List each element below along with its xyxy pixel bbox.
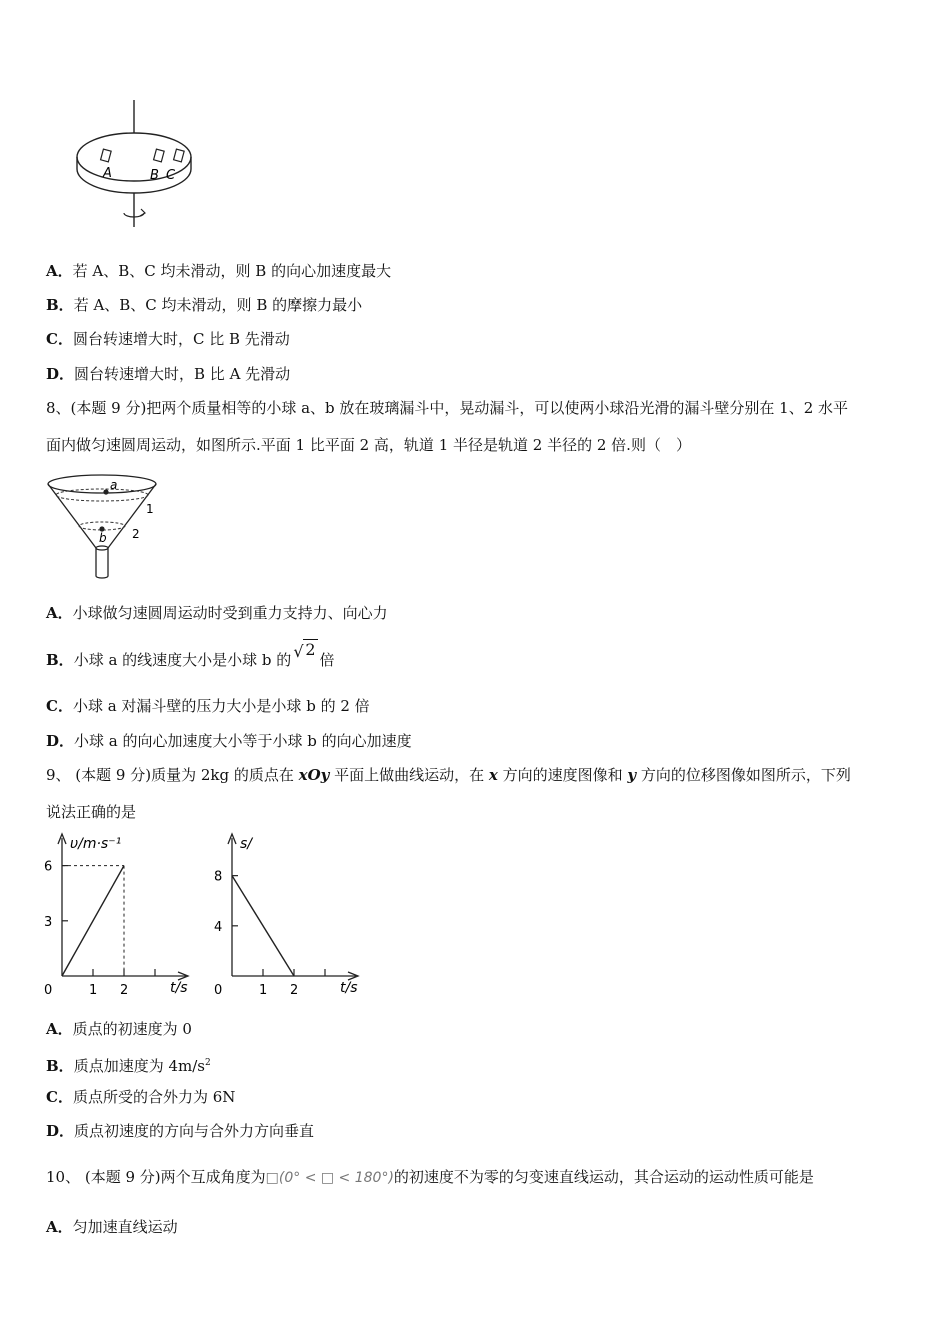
s-ytick-label: 8 bbox=[214, 869, 223, 885]
displacement-time-chart bbox=[210, 828, 370, 1000]
funnel-label-a: a bbox=[110, 478, 118, 492]
s-ytick-label: 4 bbox=[214, 919, 223, 935]
q7-option-d[interactable]: D．圆台转速增大时，B 比 A 先滑动 bbox=[46, 365, 291, 383]
funnel-figure bbox=[44, 470, 174, 582]
label-b: B bbox=[150, 168, 159, 183]
v-xtick-label: 2 bbox=[120, 983, 129, 998]
q8-option-c[interactable]: C．小球 a 对漏斗壁的压力大小是小球 b 的 2 倍 bbox=[46, 697, 370, 715]
q9-option-a[interactable]: A．质点的初速度为 0 bbox=[46, 1020, 192, 1038]
velocity-time-chart bbox=[40, 828, 200, 1000]
v-xtick-label: 0 bbox=[44, 983, 53, 998]
s-xlabel: t/s bbox=[340, 980, 358, 996]
label-c: C bbox=[166, 168, 176, 183]
q8-option-b[interactable]: B．小球 a 的线速度大小是小球 b 的 √ 2倍 bbox=[46, 640, 335, 669]
s-series-line bbox=[232, 876, 294, 976]
v-ylabel: υ/m·s⁻¹ bbox=[70, 836, 122, 852]
q10-option-a[interactable]: A．匀加速直线运动 bbox=[46, 1218, 178, 1236]
s-xtick-label: 2 bbox=[290, 983, 299, 998]
funnel-label-1: 1 bbox=[146, 502, 154, 516]
q9-stem-line1: 9、 (本题 9 分)质量为 2kg 的质点在 xOy 平面上做曲线运动，在 x 方向的速度图像和 y 方向的位移图像如图所示，下列 bbox=[46, 766, 851, 784]
q8-option-a[interactable]: A．小球做匀速圆周运动时受到重力支持力、向心力 bbox=[46, 604, 388, 622]
v-xtick-label: 1 bbox=[89, 983, 98, 998]
q7-option-a[interactable]: A．若 A、B、C 均未滑动，则 B 的向心加速度最大 bbox=[46, 262, 392, 280]
q8-stem-line2: 面内做匀速圆周运动，如图所示.平面 1 比平面 2 高，轨道 1 半径是轨道 2 半径的 2 倍.则（ ） bbox=[46, 436, 691, 454]
q9-option-d[interactable]: D．质点初速度的方向与合外力方向垂直 bbox=[46, 1122, 315, 1140]
v-xlabel: t/s bbox=[170, 980, 188, 996]
v-series-line bbox=[62, 866, 124, 976]
q10-stem: 10、 (本题 9 分)两个互成角度为□(0° < □ < 180°)的初速度不为零的匀变速直线运动，其合运动的运动性质可能是 bbox=[46, 1168, 814, 1186]
sqrt-2: √ 2 bbox=[293, 640, 316, 661]
q9-option-c[interactable]: C．质点所受的合外力为 6N bbox=[46, 1088, 236, 1106]
q8-option-d[interactable]: D．小球 a 的向心加速度大小等于小球 b 的向心加速度 bbox=[46, 732, 412, 750]
q9-stem-line2: 说法正确的是 bbox=[46, 803, 137, 821]
ball-a-icon bbox=[103, 489, 108, 494]
s-xtick-label: 1 bbox=[259, 983, 268, 998]
v-ytick-label: 3 bbox=[44, 914, 53, 930]
label-a: A bbox=[103, 166, 112, 181]
turntable-figure bbox=[40, 95, 210, 235]
q9-option-b[interactable]: B．质点加速度为 $4m/s^2$ bbox=[46, 1057, 211, 1075]
s-xtick-label: 0 bbox=[214, 983, 223, 998]
q8-stem-line1: 8、(本题 9 分)把两个质量相等的小球 a、b 放在玻璃漏斗中，晃动漏斗，可以使两小球沿光滑的漏斗壁分别在 1、2 水平 bbox=[46, 399, 849, 417]
angle-range: □(0° < □ < 180°) bbox=[265, 1170, 394, 1186]
q7-option-b[interactable]: B．若 A、B、C 均未滑动，则 B 的摩擦力最小 bbox=[46, 296, 363, 314]
s-ylabel: s/ bbox=[240, 836, 253, 852]
funnel-label-2: 2 bbox=[132, 527, 140, 541]
q7-option-c[interactable]: C．圆台转速增大时，C 比 B 先滑动 bbox=[46, 330, 290, 348]
funnel-label-b: b bbox=[99, 531, 107, 545]
v-ytick-label: 6 bbox=[44, 859, 53, 875]
